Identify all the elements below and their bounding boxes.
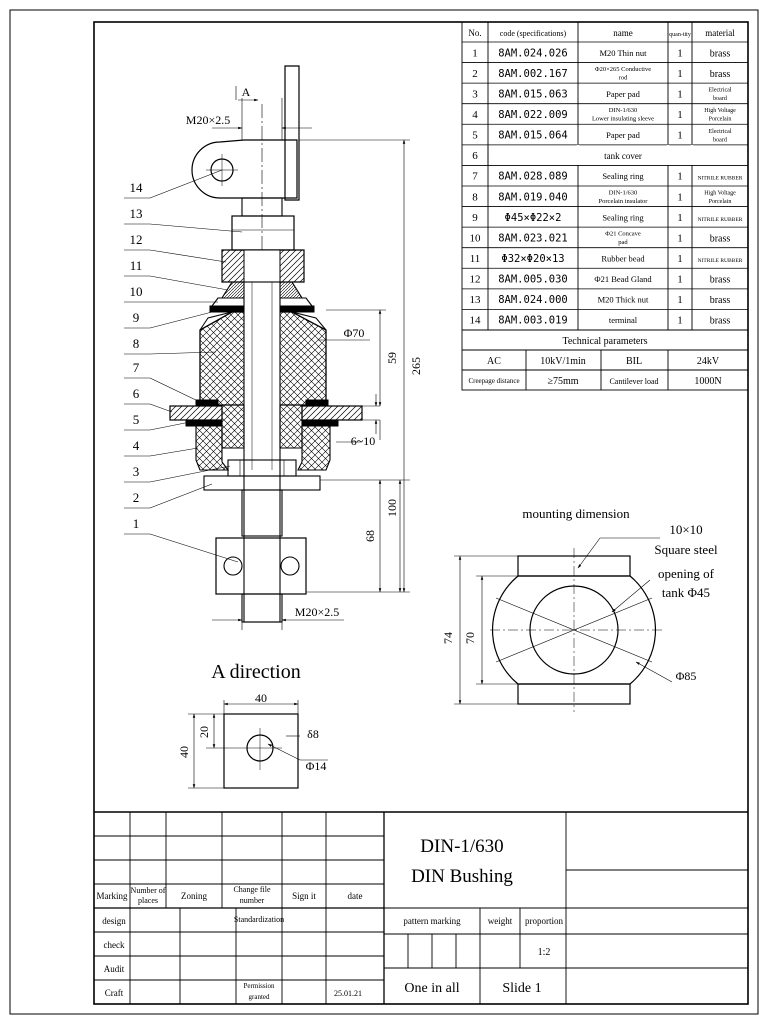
dim-68: 68 bbox=[363, 530, 377, 542]
table-row bbox=[472, 107, 736, 123]
row-code: 8AM.028.089 bbox=[498, 170, 568, 183]
conductive-rod bbox=[244, 282, 280, 622]
tb-change-2: number bbox=[239, 896, 265, 905]
a-view-text bbox=[177, 661, 326, 773]
drawing-name: DIN Bushing bbox=[411, 866, 513, 887]
row-name: Φ21 Concave bbox=[605, 230, 641, 238]
tech-title: Technical parameters bbox=[562, 336, 648, 347]
a-dim-40-height: 40 bbox=[177, 746, 191, 758]
row-qty: 1 bbox=[677, 88, 683, 101]
row-name: terminal bbox=[608, 315, 638, 326]
tb-proportion: proportion bbox=[525, 916, 563, 926]
mounting-tank: tank Φ45 bbox=[661, 585, 711, 600]
row-qty: 1 bbox=[677, 129, 683, 142]
callout-number: 7 bbox=[132, 360, 140, 375]
row-material-2: board bbox=[713, 96, 727, 103]
row-material: Electrical bbox=[708, 87, 732, 94]
row-name: Φ20×265 Conductive bbox=[594, 66, 652, 74]
row-qty: 1 bbox=[677, 108, 683, 121]
parts-table-header bbox=[468, 28, 735, 38]
mounting-dim-70: 70 bbox=[463, 632, 477, 644]
row-no: 8 bbox=[472, 191, 478, 204]
parts-table-rows bbox=[462, 42, 748, 327]
row-material: brass bbox=[709, 233, 731, 245]
thick-nut bbox=[232, 216, 294, 250]
tech-creepage-label: Creepage distance bbox=[468, 377, 520, 385]
dim-6-10: 6~10 bbox=[350, 434, 376, 448]
row-no: 7 bbox=[472, 170, 478, 183]
row-code: 8AM.019.040 bbox=[498, 191, 568, 204]
callout bbox=[124, 206, 242, 232]
tb-design: design bbox=[102, 916, 126, 926]
row-no: 13 bbox=[469, 294, 481, 307]
table-row bbox=[472, 189, 736, 205]
row-qty: 1 bbox=[677, 294, 683, 307]
row-material: brass bbox=[709, 68, 731, 80]
table-row bbox=[470, 315, 731, 327]
row-name-2: rod bbox=[618, 74, 628, 82]
table-row bbox=[472, 212, 742, 224]
header-material: material bbox=[705, 28, 735, 38]
dim-59: 59 bbox=[385, 352, 399, 364]
callout bbox=[124, 386, 172, 412]
tech-cantilever-label: Cantilever load bbox=[609, 377, 659, 386]
row-no: 3 bbox=[472, 88, 478, 101]
row-code: 8AM.005.030 bbox=[498, 273, 568, 286]
row-material: brass bbox=[709, 274, 731, 286]
tb-pattern-marking: pattern marking bbox=[403, 916, 461, 926]
terminal-body bbox=[192, 140, 297, 198]
header-code: code (specifications) bbox=[499, 29, 567, 38]
a-direction-view bbox=[188, 700, 328, 788]
tech-bil-label: BIL bbox=[625, 356, 643, 367]
callout-number: 3 bbox=[132, 464, 140, 479]
tb-craft: Craft bbox=[104, 988, 124, 998]
row-code: 8AM.015.063 bbox=[498, 88, 568, 101]
table-row bbox=[472, 88, 732, 103]
mounting-dim-phi85: Φ85 bbox=[675, 669, 697, 683]
header-no: No. bbox=[468, 28, 482, 38]
row-code: 8AM.023.021 bbox=[498, 232, 568, 245]
row-no: 14 bbox=[469, 314, 481, 327]
row-no: 4 bbox=[472, 108, 478, 121]
a-direction-title: A direction bbox=[211, 661, 301, 683]
callout-number: 5 bbox=[132, 412, 140, 427]
mounting-opening: opening of bbox=[658, 566, 714, 581]
tb-check: check bbox=[103, 940, 125, 950]
row-qty: 1 bbox=[677, 211, 683, 224]
row-no: 1 bbox=[472, 47, 478, 60]
row-no: 2 bbox=[472, 67, 478, 80]
tb-places-1: Number of bbox=[130, 886, 166, 895]
row-material: brass bbox=[709, 295, 731, 307]
lower-insulating-sleeve bbox=[222, 405, 244, 448]
table-row bbox=[472, 129, 732, 144]
row-code: 8AM.015.064 bbox=[498, 129, 568, 142]
table-row bbox=[472, 145, 692, 166]
row-material: brass bbox=[709, 315, 731, 327]
callout-number: 6 bbox=[132, 386, 140, 401]
callout-number: 14 bbox=[129, 180, 143, 195]
mounting-steel: Square steel bbox=[654, 542, 718, 557]
row-qty: 1 bbox=[677, 314, 683, 327]
mounting-title: mounting dimension bbox=[522, 506, 630, 521]
tb-one-in-all: One in all bbox=[404, 981, 460, 996]
row-name: M20 Thick nut bbox=[597, 294, 649, 305]
row-name-2: Lower insulating sleeve bbox=[591, 115, 655, 123]
callout bbox=[124, 310, 212, 328]
drawing-number: DIN-1/630 bbox=[420, 836, 504, 857]
row-name: Rubber bead bbox=[601, 253, 645, 264]
mounting-view bbox=[454, 538, 672, 712]
tb-marking: Marking bbox=[96, 891, 128, 901]
tb-date-value: 25.01.21 bbox=[334, 989, 362, 998]
row-name: tank cover bbox=[604, 151, 642, 162]
row-name-2: pad bbox=[618, 239, 628, 247]
callout bbox=[124, 284, 218, 302]
tb-date: date bbox=[347, 891, 363, 901]
row-qty: 1 bbox=[677, 232, 683, 245]
mounting-dim-74: 74 bbox=[441, 632, 455, 644]
tb-change-1: Change file bbox=[233, 885, 271, 894]
tb-audit: Audit bbox=[103, 964, 125, 974]
a-dim-20: 20 bbox=[197, 726, 211, 738]
table-row bbox=[472, 171, 742, 183]
row-code: 8AM.024.000 bbox=[498, 294, 568, 307]
table-row bbox=[470, 274, 731, 286]
row-material: High Voltage bbox=[704, 108, 736, 115]
row-no: 12 bbox=[469, 273, 481, 286]
row-code: 8AM.002.167 bbox=[498, 67, 568, 80]
a-dim-phi14: Φ14 bbox=[305, 759, 327, 773]
tech-ac-value: 10kV/1min bbox=[540, 356, 586, 367]
callout-number: 12 bbox=[129, 232, 143, 247]
row-code: 8AM.003.019 bbox=[498, 314, 568, 327]
callout-number: 8 bbox=[132, 336, 140, 351]
tb-scale: 1:2 bbox=[537, 947, 551, 958]
row-qty: 1 bbox=[677, 67, 683, 80]
callout-number: 10 bbox=[129, 284, 143, 299]
row-qty: 1 bbox=[677, 273, 683, 286]
row-code: Φ45×Φ22×2 bbox=[504, 211, 562, 224]
tb-slide: Slide 1 bbox=[502, 981, 542, 996]
row-material: NITRILE RUBBER bbox=[697, 216, 743, 223]
technical-parameters bbox=[468, 336, 721, 387]
tb-sign-it: Sign it bbox=[292, 891, 316, 901]
row-no: 11 bbox=[469, 252, 481, 265]
row-qty: 1 bbox=[677, 252, 683, 265]
bushing-section-view bbox=[170, 66, 380, 622]
row-qty: 1 bbox=[677, 191, 683, 204]
a-dim-40-width: 40 bbox=[255, 691, 267, 705]
callout-number: 2 bbox=[132, 490, 140, 505]
row-name: Sealing ring bbox=[602, 212, 644, 223]
row-code: 8AM.022.009 bbox=[498, 108, 568, 121]
row-no: 6 bbox=[472, 150, 478, 163]
row-name: Paper pad bbox=[606, 130, 640, 141]
row-no: 10 bbox=[469, 232, 481, 245]
callout-number: 4 bbox=[132, 438, 140, 453]
dim-phi70: Φ70 bbox=[343, 326, 365, 340]
row-name: DIN-1/630 bbox=[608, 107, 638, 115]
row-name: DIN-1/630 bbox=[608, 189, 638, 197]
tech-cantilever-value: 1000N bbox=[694, 376, 722, 387]
callout bbox=[124, 438, 198, 456]
tb-weight: weight bbox=[487, 916, 513, 926]
thread-top-label: M20×2.5 bbox=[185, 113, 231, 127]
row-material: NITRILE RUBBER bbox=[697, 175, 743, 182]
callout bbox=[124, 484, 212, 508]
tech-creepage-value: ≥75mm bbox=[547, 376, 579, 387]
header-name: name bbox=[613, 28, 633, 38]
callout-number: 11 bbox=[129, 258, 143, 273]
section-mark: A bbox=[241, 85, 251, 99]
callout bbox=[124, 170, 222, 198]
mounting-text bbox=[441, 506, 718, 683]
row-material-2: board bbox=[713, 137, 727, 144]
row-name: Φ21 Bead Gland bbox=[594, 274, 652, 285]
tech-ac-label: AC bbox=[487, 356, 501, 367]
row-material-2: Porcelain bbox=[708, 198, 732, 205]
row-code: 8AM.024.026 bbox=[498, 47, 568, 60]
tb-permission-1: Permission bbox=[243, 982, 275, 990]
row-no: 5 bbox=[472, 129, 478, 142]
row-name: Sealing ring bbox=[602, 171, 644, 182]
tb-zoning: Zoning bbox=[181, 891, 207, 901]
row-qty: 1 bbox=[677, 47, 683, 60]
row-name: M20 Thin nut bbox=[599, 47, 647, 58]
table-row bbox=[470, 253, 743, 265]
a-view-plate bbox=[224, 714, 298, 788]
row-material: Electrical bbox=[708, 128, 732, 135]
table-row bbox=[470, 231, 731, 247]
callout-number: 1 bbox=[132, 516, 140, 531]
tech-bil-value: 24kV bbox=[696, 356, 720, 367]
tb-standardization: Standardization bbox=[233, 915, 285, 924]
row-qty: 1 bbox=[677, 170, 683, 183]
row-material: NITRILE RUBBER bbox=[697, 257, 743, 264]
callout-number: 13 bbox=[129, 206, 143, 221]
mounting-size: 10×10 bbox=[669, 522, 703, 537]
header-qty: quan-tity bbox=[669, 32, 691, 38]
dim-265: 265 bbox=[409, 357, 423, 375]
thread-bottom-label: M20×2.5 bbox=[294, 605, 340, 619]
tank-cover-left bbox=[170, 406, 222, 420]
row-name: Paper pad bbox=[606, 88, 640, 99]
row-name-2: Porcelain insulator bbox=[598, 197, 648, 205]
table-row bbox=[470, 294, 731, 306]
callout bbox=[124, 516, 238, 562]
row-no: 9 bbox=[472, 211, 478, 224]
tank-cover-right bbox=[302, 406, 362, 420]
row-material: High Voltage bbox=[704, 190, 736, 197]
row-material-2: Porcelain bbox=[708, 116, 732, 123]
callout-number: 9 bbox=[132, 310, 140, 325]
tb-places-2: places bbox=[138, 896, 158, 905]
row-code: Φ32×Φ20×13 bbox=[501, 252, 565, 265]
dim-100: 100 bbox=[385, 499, 399, 517]
tb-permission-2: granted bbox=[248, 993, 270, 1001]
title-block-text bbox=[97, 836, 564, 1001]
row-material: brass bbox=[709, 48, 731, 60]
a-dim-thickness: δ8 bbox=[307, 727, 319, 741]
